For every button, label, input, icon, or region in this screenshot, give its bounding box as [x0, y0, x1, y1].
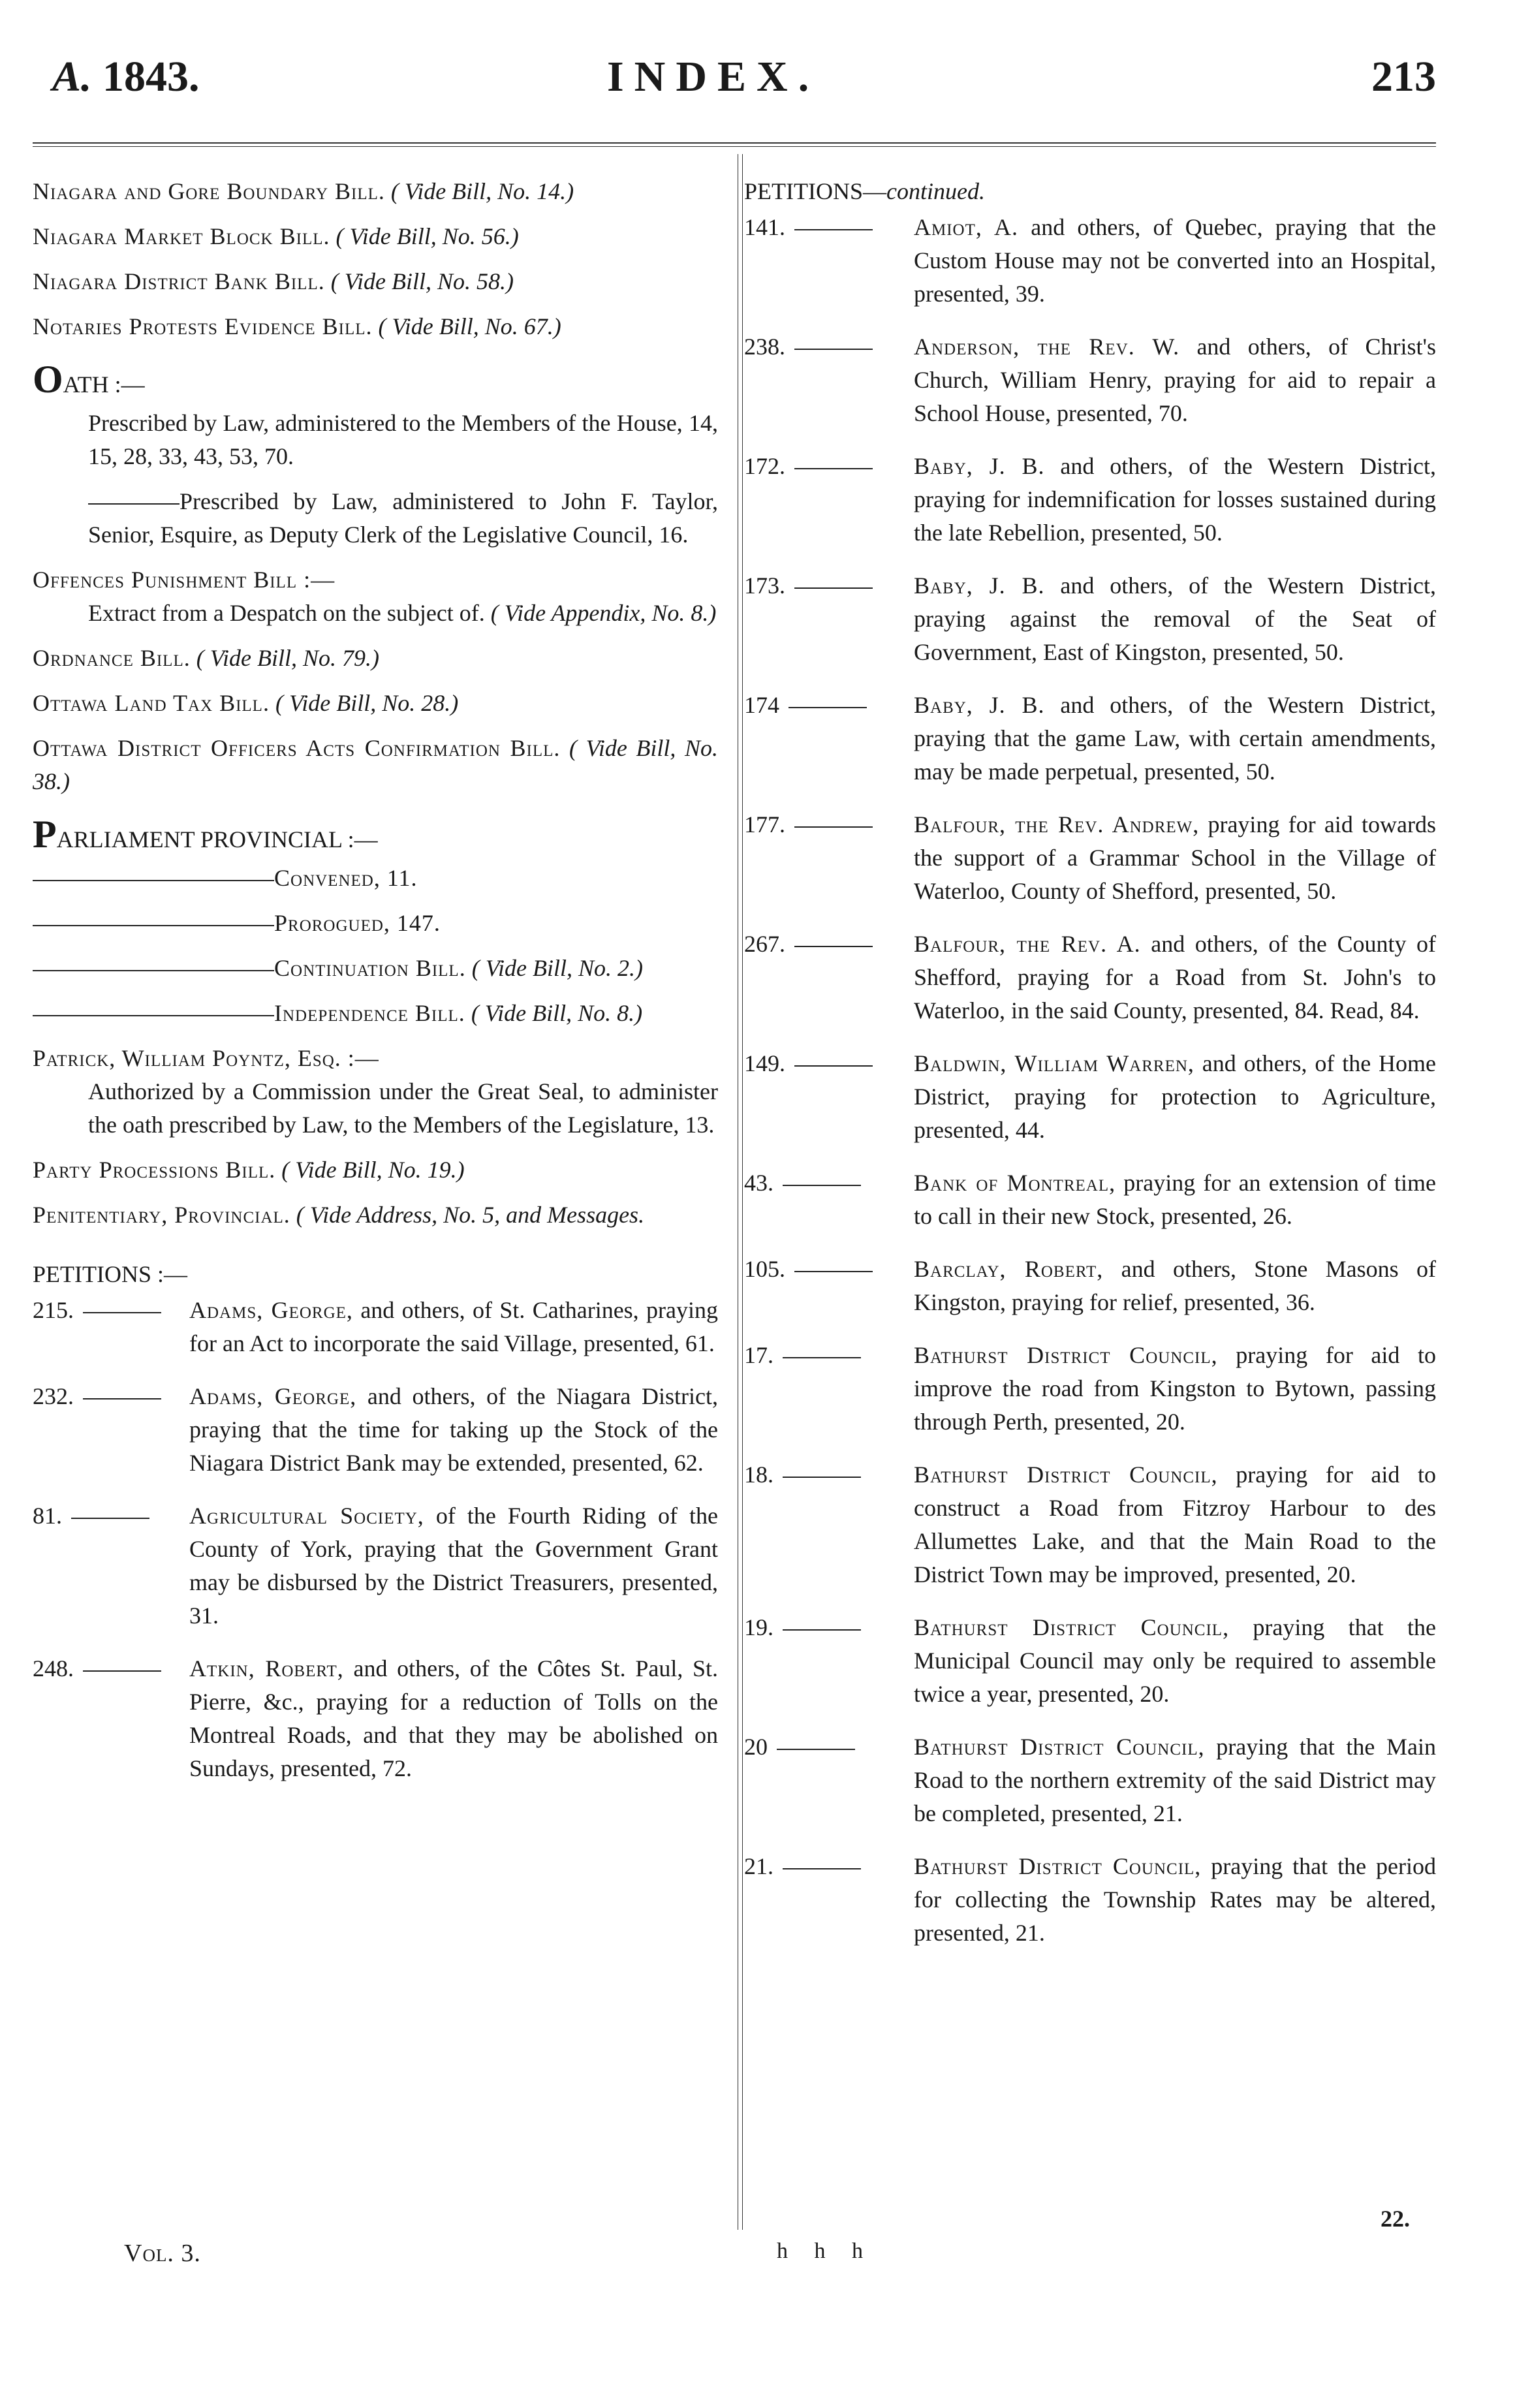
petition-number: 81.: [33, 1503, 62, 1529]
petition-number: 43.: [744, 1170, 773, 1196]
petition-number: 267.: [744, 931, 785, 957]
petition-number: 141.: [744, 214, 785, 240]
index-entry: Ottawa District Officers Acts Confirmation Bill. ( Vide Bill, No. 38.): [33, 735, 718, 794]
index-entry: Convened, 11.: [33, 862, 718, 895]
index-entry: Niagara and Gore Boundary Bill. ( Vide Bill, No. 14.): [33, 178, 574, 204]
petition-number: 149.: [744, 1050, 785, 1076]
petition-number: 21.: [744, 1853, 773, 1879]
volume-label: Vol. 3.: [124, 2240, 201, 2267]
petition-number: 215.: [33, 1297, 74, 1323]
index-entry: Extract from a Despatch on the subject of. ( Vide Appendix, No. 8.): [88, 600, 717, 626]
index-entry: Penitentiary, Provincial. ( Vide Address, No. 5, and Messages.: [33, 1202, 645, 1228]
index-entry: Niagara Market Block Bill. ( Vide Bill, No. 56.): [33, 223, 519, 249]
year-label: A. 1843.: [52, 53, 200, 101]
petition-entry: 267. Balfour, the Rev. A. and others, of the County of Shefford, praying for a Road from St. John's to Waterloo, in the said County, presented, 84. Read, 84.: [744, 931, 1437, 1024]
index-entry: Prescribed by Law, administered to the Members of the House, 14, 15, 28, 33, 43, 53, 70.: [88, 410, 718, 469]
petitions-continued-heading: PETITIONS—continued.: [744, 178, 985, 204]
index-entry: Prescribed by Law, administered to John F. Taylor, Senior, Esquire, as Deputy Clerk of the Legislative Council, 16.: [88, 488, 718, 548]
petition-entry: 105. Barclay, Robert, and others, Stone Masons of Kingston, praying for relief, presented, 36.: [744, 1256, 1436, 1315]
petition-entry: 248. Atkin, Robert, and others, of the Côtes St. Paul, St. Pierre, &c., praying for a reduction of Tolls on the Montreal Roads, and that they may be abolished on Sundays, presented, 72.: [33, 1655, 718, 1781]
petition-entry: 238. Anderson, the Rev. W. and others, of Christ's Church, William Henry, praying for aid to repair a School House, presented, 70.: [744, 334, 1436, 426]
petition-entry: 173. Baby, J. B. and others, of the Western District, praying against the removal of the Seat of Government, East of Kingston, presented, 50.: [744, 572, 1436, 665]
index-entry: Notaries Protests Evidence Bill. ( Vide Bill, No. 67.): [33, 313, 561, 339]
section-heading-oath: OATH :—: [33, 358, 145, 401]
petitions-heading: PETITIONS :—: [33, 1261, 187, 1287]
petition-number: 19.: [744, 1614, 773, 1640]
index-entry: Prorogued, 147.: [33, 907, 718, 940]
catchword: 22.: [1381, 2206, 1410, 2232]
index-entry: Authorized by a Commission under the Great Seal, to administer the oath prescribed by Law, to the Members of the Legislature, 13.: [88, 1078, 718, 1138]
page-header: [33, 52, 1436, 111]
petition-number: 172.: [744, 453, 785, 479]
petition-entry: 81. Agricultural Society, of the Fourth Riding of the County of York, praying that the Government Grant may be disbursed by the District Treasurers, presented, 31.: [33, 1503, 718, 1629]
petition-entry: 177. Balfour, the Rev. Andrew, praying for aid towards the support of a Grammar School in the Village of Waterloo, County of Shefford, presented, 50.: [744, 811, 1437, 904]
petition-entry: 43. Bank of Montreal, praying for an extension of time to call in their new Stock, presented, 26.: [744, 1170, 1436, 1229]
petition-entry: 141. Amiot, A. and others, of Quebec, praying that the Custom House may not be converted into an Hospital, presented, 39.: [744, 214, 1437, 307]
section-heading-parliament: PARLIAMENT PROVINCIAL :—: [33, 813, 378, 856]
petition-number: 238.: [744, 334, 785, 360]
petition-number: 173.: [744, 572, 785, 599]
petition-entry: 172. Baby, J. B. and others, of the Western District, praying for indemnification for losses sustained during the late Rebellion, presented, 50.: [744, 453, 1436, 546]
petition-number: 248.: [33, 1655, 74, 1681]
left-column: [33, 175, 718, 1805]
petition-entry: 174 Baby, J. B. and others, of the Western District, praying that the game Law, with certain amendments, may be made perpetual, presented, 50.: [744, 692, 1436, 785]
right-column: [744, 175, 1436, 1969]
header-rule: [33, 142, 1436, 147]
petition-entry: 18. Bathurst District Council, praying for aid to construct a Road from Fitzroy Harbour to des Allumettes Lake, and that the Main Road to the District Town may be improved, presented, 20.: [744, 1462, 1436, 1587]
petition-number: 17.: [744, 1342, 773, 1368]
petition-entry: 21. Bathurst District Council, praying that the period for collecting the Township Rates may be altered, presented, 21.: [744, 1853, 1437, 1946]
petition-number: 20: [744, 1734, 768, 1760]
page-number: 213: [1371, 53, 1436, 101]
petition-entry: 20 Bathurst District Council, praying that the Main Road to the northern extremity of the said District may be completed, presented, 21.: [744, 1734, 1436, 1826]
petition-entry: 215. Adams, George, and others, of St. Catharines, praying for an Act to incorporate the said Village, presented, 61.: [33, 1297, 719, 1356]
index-entry: Party Processions Bill. ( Vide Bill, No. 19.): [33, 1157, 465, 1183]
petition-entry: 19. Bathurst District Council, praying that the Municipal Council may only be required to assemble twice a year, presented, 20.: [744, 1614, 1436, 1707]
index-heading: Offences Punishment Bill :—: [33, 567, 336, 593]
petition-number: 105.: [744, 1256, 785, 1282]
column-divider: [738, 154, 743, 2230]
petition-entry: 232. Adams, George, and others, of the Niagara District, praying that the time for taking up the Stock of the Niagara District Bank may be extended, presented, 62.: [33, 1383, 718, 1476]
petition-number: 232.: [33, 1383, 74, 1409]
index-entry: Continuation Bill. ( Vide Bill, No. 2.): [33, 952, 718, 985]
index-heading: Patrick, William Poyntz, Esq. :—: [33, 1045, 379, 1071]
page-title: INDEX.: [607, 53, 820, 101]
petition-number: 177.: [744, 811, 785, 837]
index-entry: Ordnance Bill. ( Vide Bill, No. 79.): [33, 645, 380, 671]
petition-entry: 149. Baldwin, William Warren, and others, of the Home District, praying for protection to Agriculture, presented, 44.: [744, 1050, 1437, 1143]
petition-number: 174: [744, 692, 779, 718]
index-entry: Ottawa Land Tax Bill. ( Vide Bill, No. 28.): [33, 690, 459, 716]
index-entry: Independence Bill. ( Vide Bill, No. 8.): [33, 997, 718, 1030]
index-entry: Niagara District Bank Bill. ( Vide Bill, No. 58.): [33, 268, 514, 294]
petition-entry: 17. Bathurst District Council, praying for aid to improve the road from Kingston to Bytown, passing through Perth, presented, 20.: [744, 1342, 1436, 1435]
signature-mark: h h h: [777, 2239, 873, 2263]
petition-number: 18.: [744, 1462, 773, 1488]
